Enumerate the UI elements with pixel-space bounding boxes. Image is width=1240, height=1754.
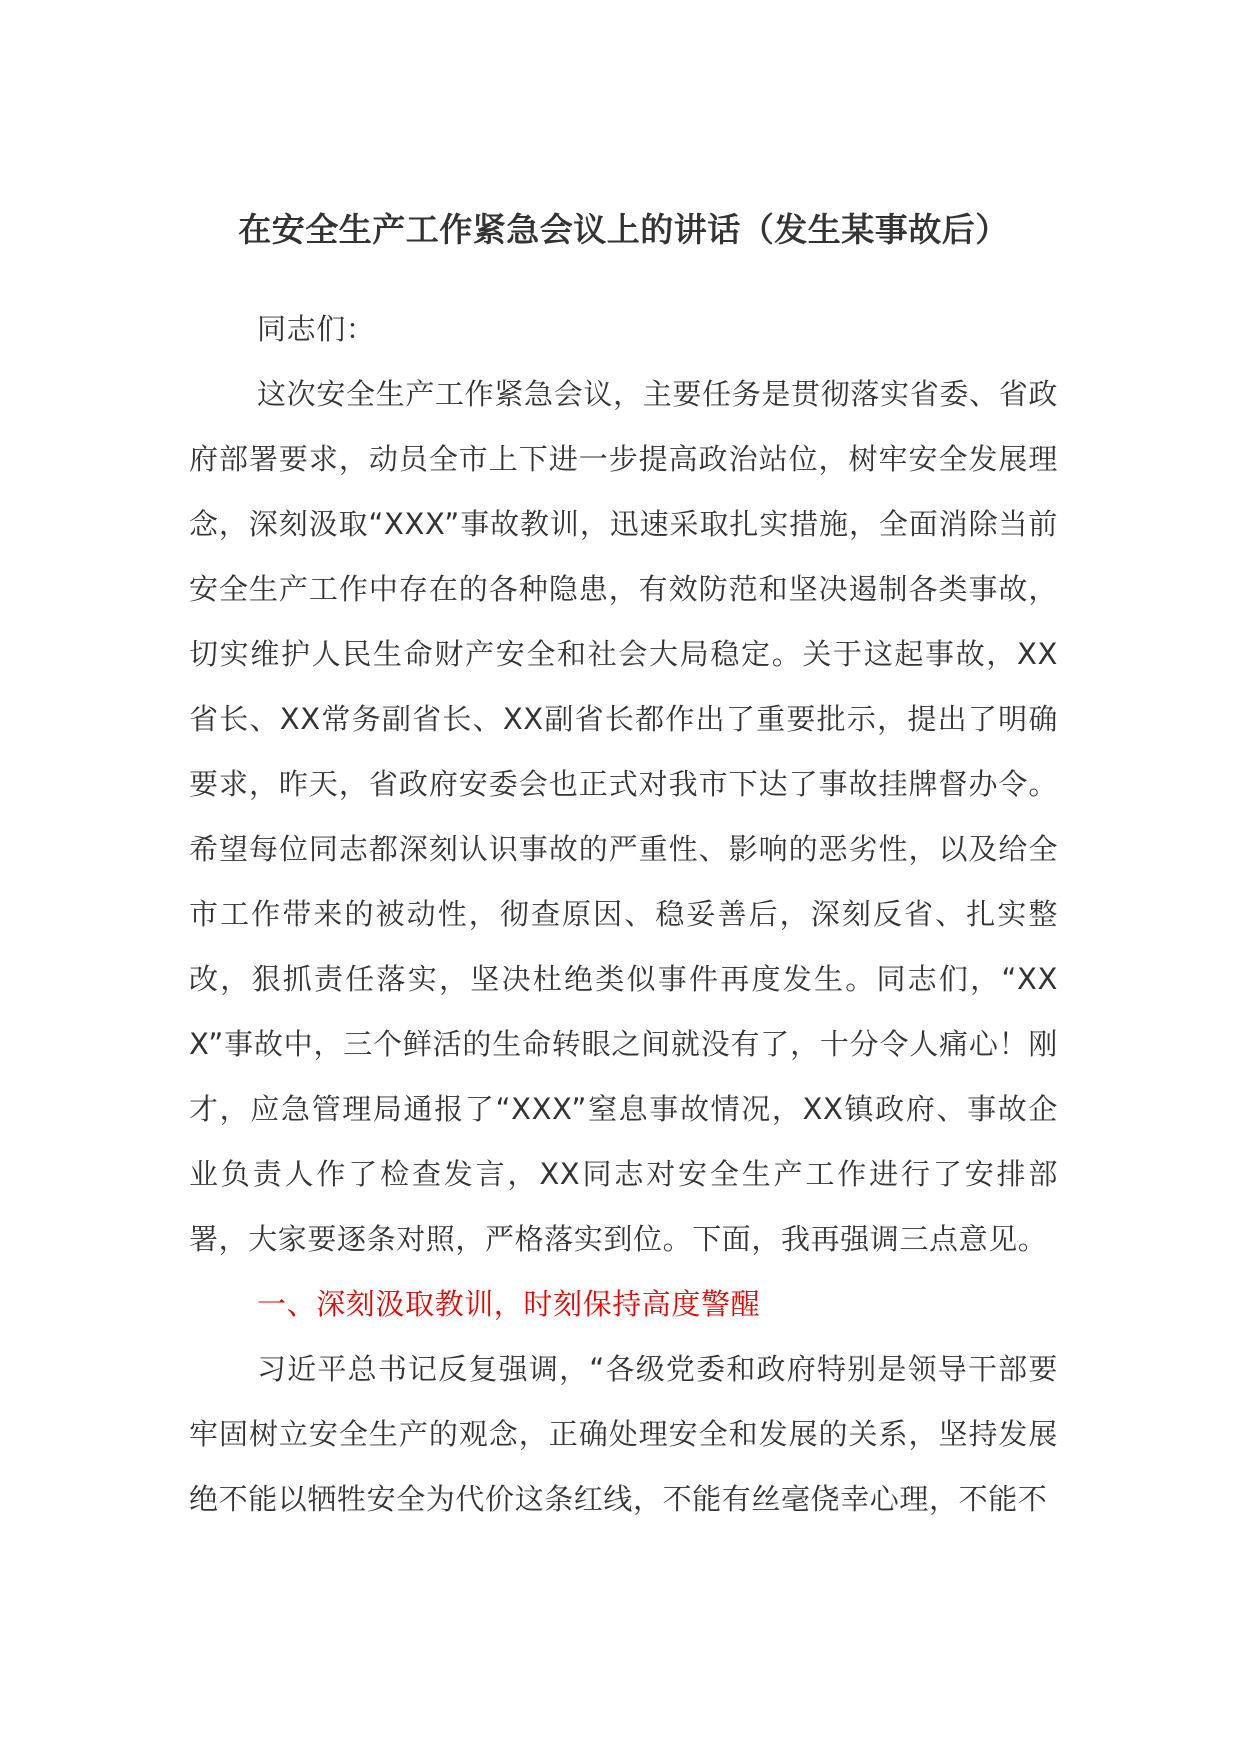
document-body [189,297,1058,1532]
paragraph-intro: 这次安全生产工作紧急会议，主要任务是贯彻落实省委、省政府部署要求，动员全市上下进一步提高政治站位，树牢安全发展理念，深刻汲取“XXX”事故教训，迅速采取扎实措施，全面消除当前安全生产工作中存在的各种隐患，有效防范和坚决遏制各类事故，切实维护人民生命财产安全和社会大局稳定。关于这起事故，XX省长、XX常务副省长、XX副省长都作出了重要批示，提出了明确要求，昨天，省政府安委会也正式对我市下达了事故挂牌督办令。希望每位同志都深刻认识事故的严重性、影响的恶劣性，以及给全市工作带来的被动性，彻查原因、稳妥善后，深刻反省、扎实整改，狠抓责任落实，坚决杜绝类似事件再度发生。同志们，“XXX”事故中，三个鲜活的生命转眼之间就没有了，十分令人痛心！刚才，应急管理局通报了“XXX”窒息事故情况，XX镇政府、事故企业负责人作了检查发言，XX同志对安全生产工作进行了安排部署，大家要逐条对照，严格落实到位。下面，我再强调三点意见。 [189,377,1058,1256]
section-heading-1: 一、深刻汲取教训，时刻保持高度警醒 [257,1287,761,1321]
paragraph-section-1: 习近平总书记反复强调，“各级党委和政府特别是领导干部要牢固树立安全生产的观念，正确处理安全和发展的关系，坚持发展绝不能以牺牲安全为代价这条红线，不能有丝毫侥幸心理，不能不 [189,1352,1058,1516]
salutation: 同志们： [257,312,376,346]
document-title: 在安全生产工作紧急会议上的讲话（发生某事故后） [238,210,1009,249]
